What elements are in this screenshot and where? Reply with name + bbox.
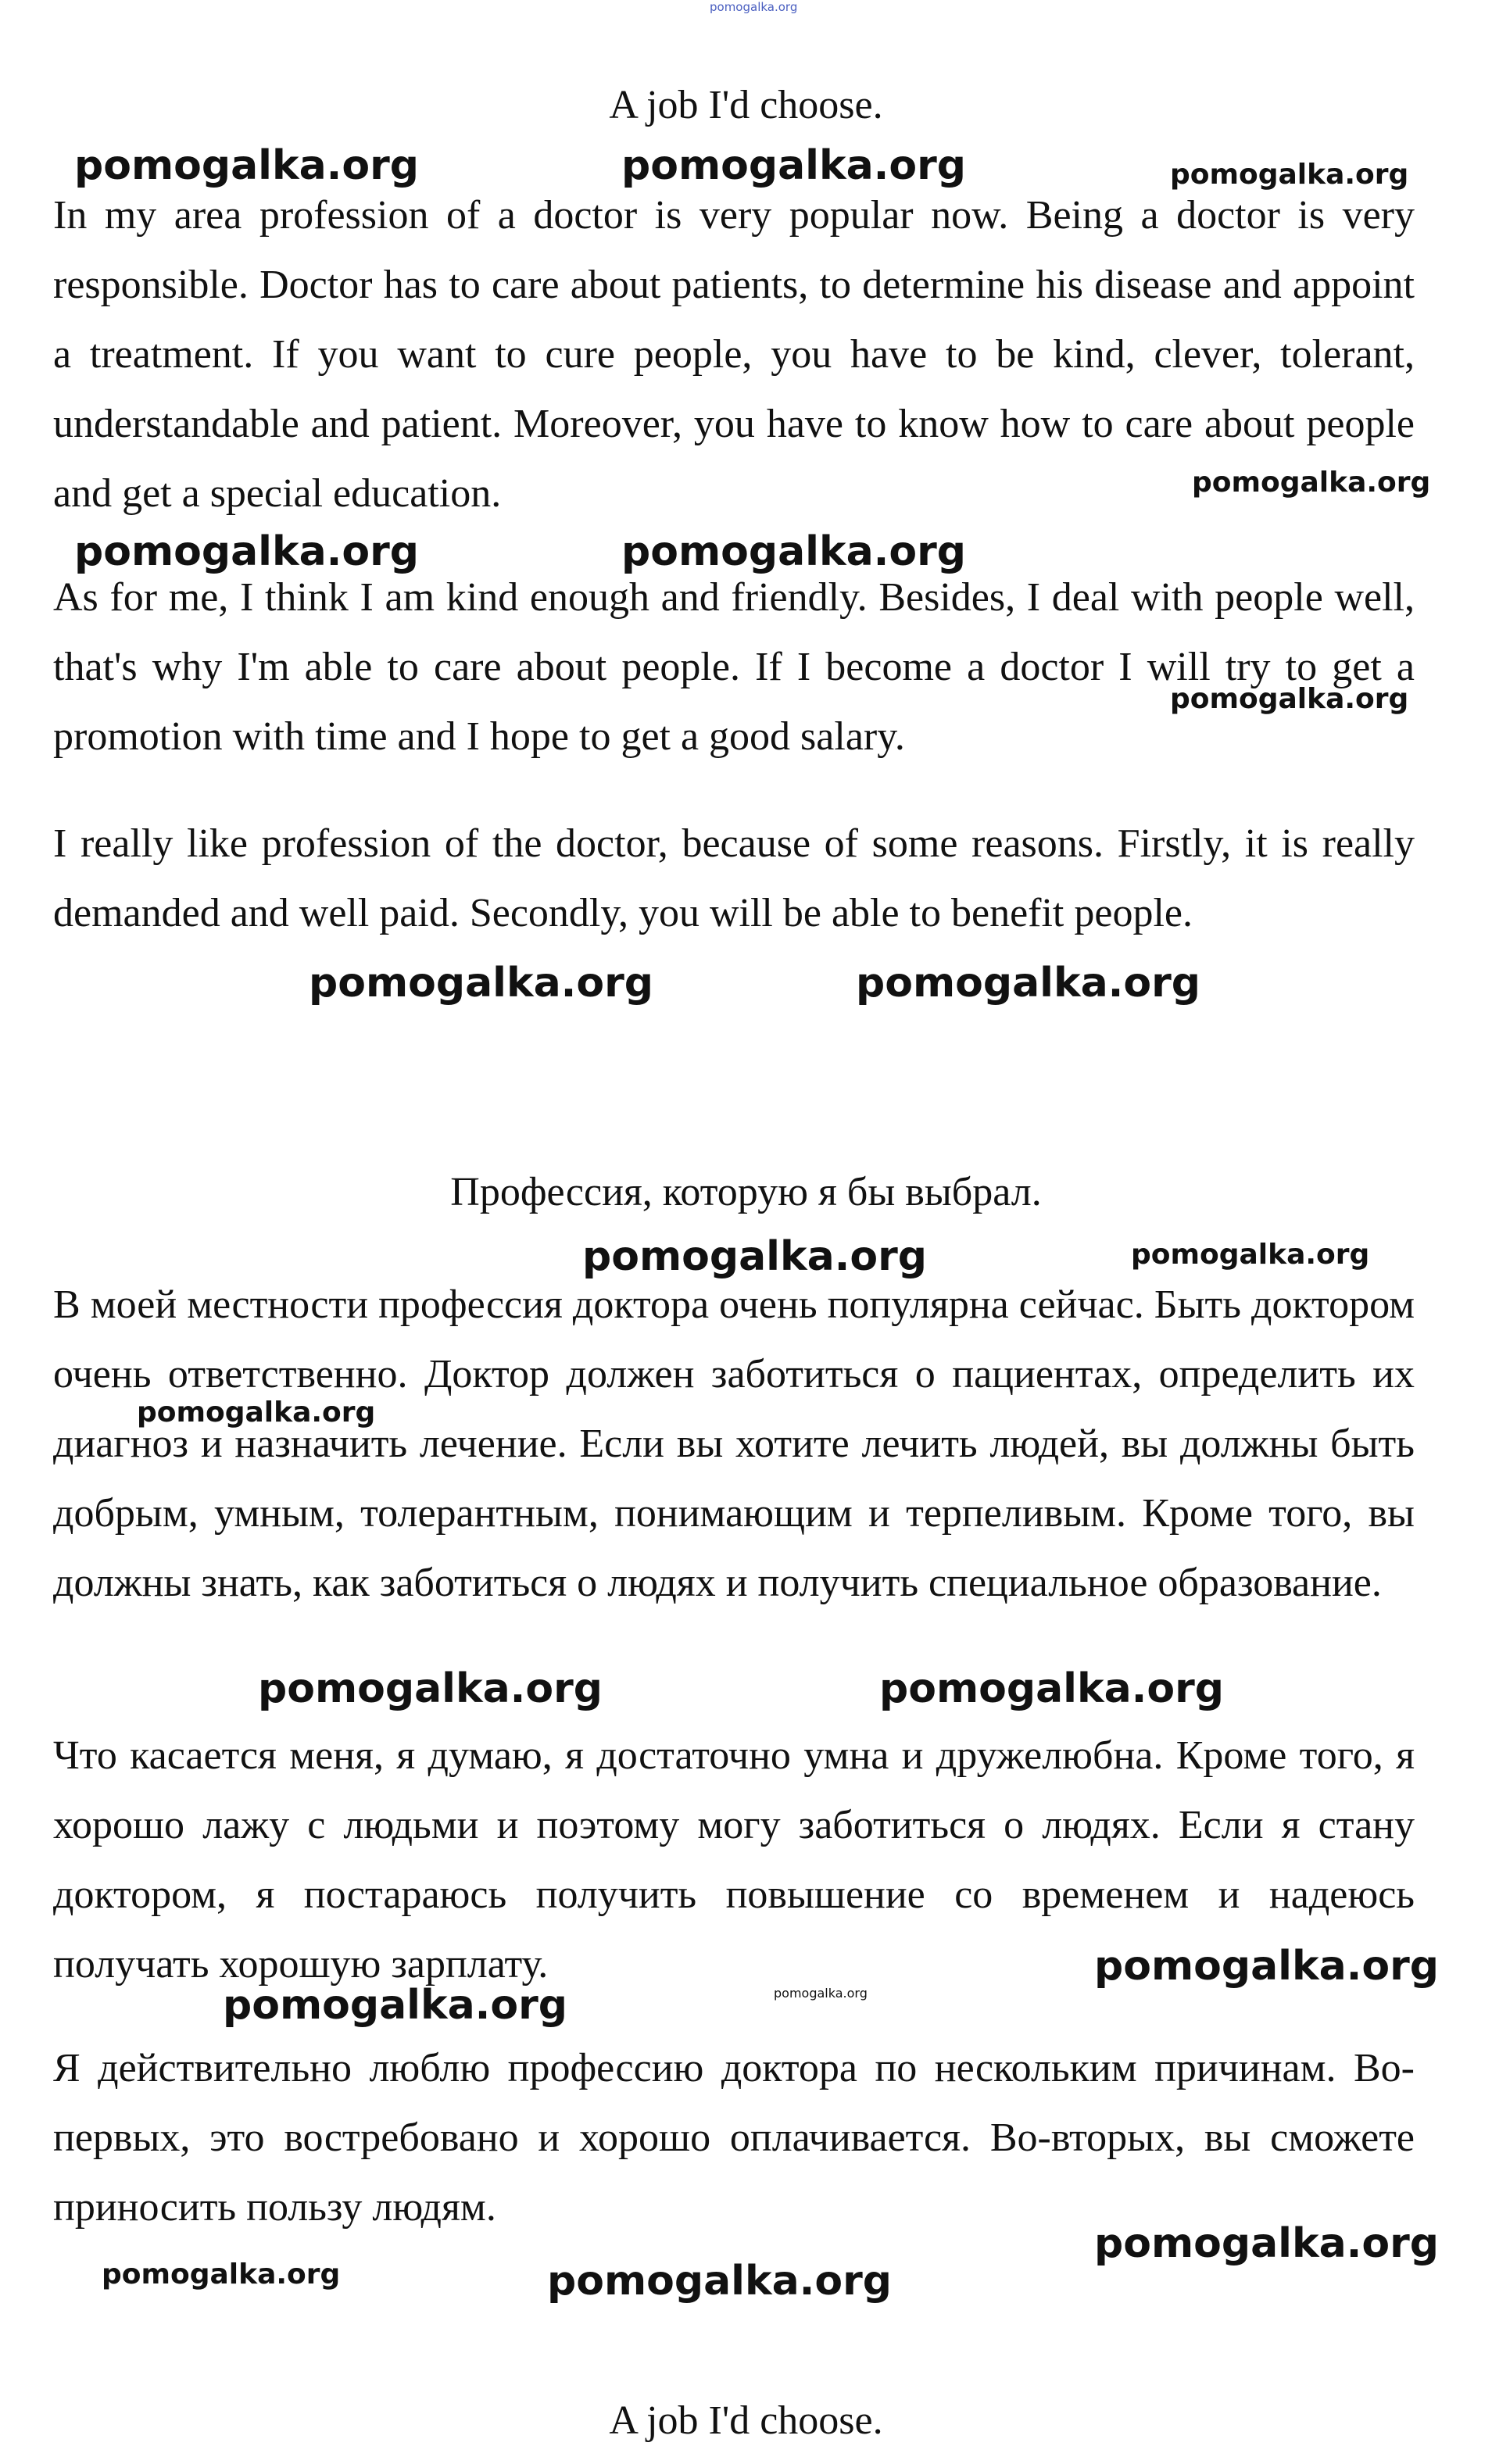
watermark: pomogalka.org: [879, 1665, 1225, 1712]
watermark: pomogalka.org: [1094, 1943, 1440, 1990]
watermark: pomogalka.org: [547, 2258, 893, 2305]
watermark: pomogalka.org: [774, 1986, 868, 2001]
english-paragraph-1: In my area profession of a doctor is very popular now. Being a doctor is very responsible. Doctor has to care about patients, to determine his disease and appoint a treatment. If you want to cure people, you have to be kind, clever, tolerant, understandable and patient. Moreover, you have to know how to care about people and get a special education.: [53, 193, 1415, 516]
russian-paragraph-3: Я действительно люблю профессию доктора по нескольким причинам. Во-первых, это востребовано и хорошо оплачивается. Во-вторых, вы сможете приносить пользу людям.: [53, 2046, 1415, 2230]
watermark: pomogalka.org: [74, 142, 420, 189]
watermark: pomogalka.org: [856, 960, 1201, 1007]
watermark: pomogalka.org: [621, 142, 967, 189]
watermark: pomogalka.org: [309, 960, 654, 1007]
watermark: pomogalka.org: [582, 1233, 928, 1280]
english-title: A job I'd choose.: [609, 83, 883, 127]
english-paragraph-3: I really like profession of the doctor, because of some reasons. Firstly, it is really demanded and well paid. Secondly, you will be able to benefit people.: [53, 821, 1415, 935]
watermark: pomogalka.org: [1094, 2220, 1440, 2267]
watermark: pomogalka.org: [710, 0, 798, 14]
watermark: pomogalka.org: [137, 1397, 376, 1429]
footer-title: A job I'd choose.: [609, 2398, 883, 2443]
watermark: pomogalka.org: [258, 1665, 603, 1712]
watermark: pomogalka.org: [621, 528, 967, 575]
watermark: pomogalka.org: [1131, 1239, 1370, 1271]
watermark: pomogalka.org: [74, 528, 420, 575]
russian-title: Профессия, которую я бы выбрал.: [450, 1170, 1042, 1214]
watermark: pomogalka.org: [1170, 683, 1409, 715]
english-paragraph-2: As for me, I think I am kind enough and friendly. Besides, I deal with people well, that's why I'm able to care about people. If I become a doctor I will try to get a promotion with time and I hope to get a good salary.: [53, 575, 1415, 759]
watermark: pomogalka.org: [1192, 467, 1431, 499]
watermark: pomogalka.org: [223, 1982, 568, 2029]
watermark: pomogalka.org: [102, 2258, 341, 2291]
russian-paragraph-2: Что касается меня, я думаю, я достаточно умна и дружелюбна. Кроме того, я хорошо лажу с людьми и поэтому могу заботиться о людях. Если я стану доктором, я постараюсь получить повышение со временем и надеюсь получать хорошую зарплату.: [53, 1733, 1415, 1987]
watermark: pomogalka.org: [1170, 159, 1409, 191]
russian-paragraph-1: В моей местности профессия доктора очень популярна сейчас. Быть доктором очень ответственно. Доктор должен заботиться о пациентах, определить их диагноз и назначить лечение. Если вы хотите лечить людей, вы должны быть добрым, умным, толерантным, понимающим и терпеливым. Кроме того, вы должны знать, как заботиться о людях и получить специальное образование.: [53, 1282, 1415, 1605]
